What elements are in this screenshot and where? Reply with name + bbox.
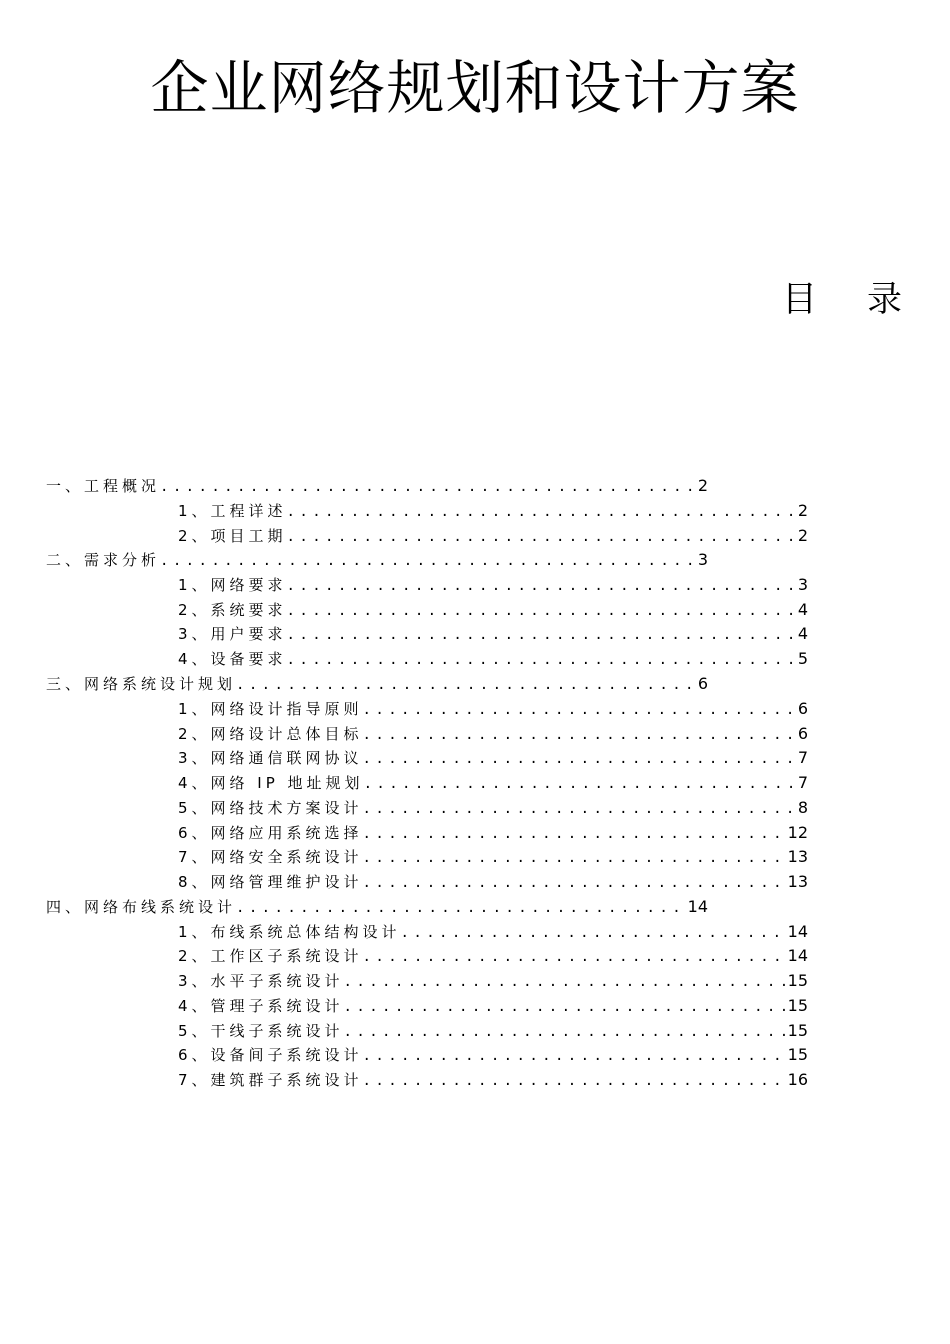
toc-entry-label: 2、网络设计总体目标 — [178, 725, 363, 743]
toc-entry-label: 6、网络应用系统选择 — [178, 824, 363, 842]
toc-leader-dots — [236, 673, 698, 697]
toc-entry-label: 1、布线系统总体结构设计 — [178, 923, 401, 941]
toc-entry-label: 2、项目工期 — [178, 527, 287, 545]
toc-entry-page: 16 — [787, 1070, 808, 1089]
toc-entry-page: 15 — [787, 996, 808, 1015]
toc-entry-label: 2、工作区子系统设计 — [178, 947, 363, 965]
toc-leader-dots — [287, 599, 798, 623]
toc-leader-dots — [160, 549, 698, 573]
toc-entry-label: 2、系统要求 — [178, 601, 287, 619]
toc-entry-page: 2 — [797, 501, 808, 520]
toc-entry[interactable] — [178, 1068, 808, 1092]
toc-leader-dots — [363, 822, 788, 846]
toc-entry-page: 3 — [697, 550, 708, 569]
toc-entry-page: 12 — [787, 823, 808, 842]
toc-leader-dots — [287, 500, 798, 524]
toc-leader-dots — [364, 772, 798, 796]
toc-entry-label: 5、网络技术方案设计 — [178, 799, 363, 817]
toc-leader-dots — [363, 1044, 788, 1068]
toc-entry-page: 7 — [797, 748, 808, 767]
toc-entry-page: 6 — [797, 699, 808, 718]
toc-leader-dots — [344, 995, 788, 1019]
toc-entry-label: 4、设备要求 — [178, 650, 287, 668]
toc-entry-label: 7、建筑群子系统设计 — [178, 1071, 363, 1089]
toc-entry-label: 8、网络管理维护设计 — [178, 873, 363, 891]
toc-leader-dots — [363, 871, 788, 895]
toc-leader-dots — [363, 747, 798, 771]
toc-entry[interactable] — [46, 548, 708, 572]
toc-entry[interactable] — [178, 746, 808, 770]
toc-entry[interactable] — [178, 622, 808, 646]
toc-entry-page: 15 — [787, 1045, 808, 1064]
toc-entry-label: 3、用户要求 — [178, 625, 287, 643]
toc-entry[interactable] — [178, 1043, 808, 1067]
toc-entry-label: 6、设备间子系统设计 — [178, 1046, 363, 1064]
toc-entry[interactable] — [178, 598, 808, 622]
toc-entry-label: 4、管理子系统设计 — [178, 997, 344, 1015]
toc-entry[interactable] — [178, 524, 808, 548]
toc-entry-label: 3、网络通信联网协议 — [178, 749, 363, 767]
toc-entry[interactable] — [178, 870, 808, 894]
toc-heading-right: 录 — [867, 280, 903, 320]
toc-entry-label: 三、网络系统设计规划 — [46, 675, 237, 693]
toc-entry-page: 7 — [797, 773, 808, 792]
toc-leader-dots — [363, 797, 798, 821]
toc-entry-page: 14 — [787, 946, 808, 965]
toc-entry[interactable] — [46, 672, 708, 696]
toc-leader-dots — [160, 475, 698, 499]
toc-entry-page: 13 — [787, 847, 808, 866]
toc-entry-label: 1、网络设计指导原则 — [178, 700, 363, 718]
toc-leader-dots — [363, 846, 788, 870]
toc-entry-label: 一、工程概况 — [46, 477, 161, 495]
toc-entry[interactable] — [178, 697, 808, 721]
toc-entry[interactable] — [178, 845, 808, 869]
toc-entry-page: 2 — [697, 476, 708, 495]
document-title: 企业网络规划和设计方案 — [150, 54, 800, 122]
toc-entry-page: 8 — [797, 798, 808, 817]
toc-entry[interactable] — [178, 499, 808, 523]
toc-leader-dots — [287, 648, 798, 672]
toc-heading — [782, 276, 902, 324]
toc-entry[interactable] — [178, 920, 808, 944]
toc-entry-page: 15 — [787, 971, 808, 990]
toc-leader-dots — [287, 623, 798, 647]
toc-entry[interactable] — [178, 647, 808, 671]
toc-entry[interactable] — [178, 796, 808, 820]
toc-entry-label: 1、网络要求 — [178, 576, 287, 594]
toc-entry[interactable] — [178, 573, 808, 597]
toc-entry[interactable] — [178, 969, 808, 993]
toc-entry[interactable] — [178, 944, 808, 968]
toc-entry-label: 3、水平子系统设计 — [178, 972, 344, 990]
toc-leader-dots — [344, 970, 788, 994]
toc-entry-label: 5、干线子系统设计 — [178, 1022, 344, 1040]
toc-leader-dots — [344, 1020, 788, 1044]
toc-entry-page: 4 — [797, 600, 808, 619]
toc-entry-page: 6 — [697, 674, 708, 693]
toc-leader-dots — [363, 945, 788, 969]
toc-entry[interactable] — [178, 771, 808, 795]
toc-entry[interactable] — [46, 474, 708, 498]
toc-entry-page: 6 — [797, 724, 808, 743]
toc-entry-page: 3 — [797, 575, 808, 594]
toc-leader-dots — [401, 921, 788, 945]
toc-leader-dots — [287, 525, 798, 549]
toc-leader-dots — [236, 896, 688, 920]
toc-entry-page: 5 — [797, 649, 808, 668]
toc-entry-page: 14 — [687, 897, 708, 916]
toc-leader-dots — [363, 723, 798, 747]
toc-entry-label: 1、工程详述 — [178, 502, 287, 520]
toc-entry[interactable] — [178, 821, 808, 845]
toc-entry[interactable] — [178, 722, 808, 746]
toc-entry-label: 二、需求分析 — [46, 551, 161, 569]
toc-entry-label: 4、网络 IP 地址规划 — [178, 774, 364, 792]
toc-entry-label: 7、网络安全系统设计 — [178, 848, 363, 866]
toc-entry-page: 4 — [797, 624, 808, 643]
toc-entry[interactable] — [178, 1019, 808, 1043]
toc-entry-page: 15 — [787, 1021, 808, 1040]
toc-leader-dots — [363, 698, 798, 722]
toc-leader-dots — [287, 574, 798, 598]
toc-heading-left: 目 — [782, 280, 818, 320]
toc-entry-label: 四、网络布线系统设计 — [46, 898, 237, 916]
toc-entry-page: 2 — [797, 526, 808, 545]
toc-entry[interactable] — [178, 994, 808, 1018]
toc-leader-dots — [363, 1069, 788, 1093]
toc-entry-page: 14 — [787, 922, 808, 941]
toc-entry-page: 13 — [787, 872, 808, 891]
toc-entry[interactable] — [46, 895, 708, 919]
